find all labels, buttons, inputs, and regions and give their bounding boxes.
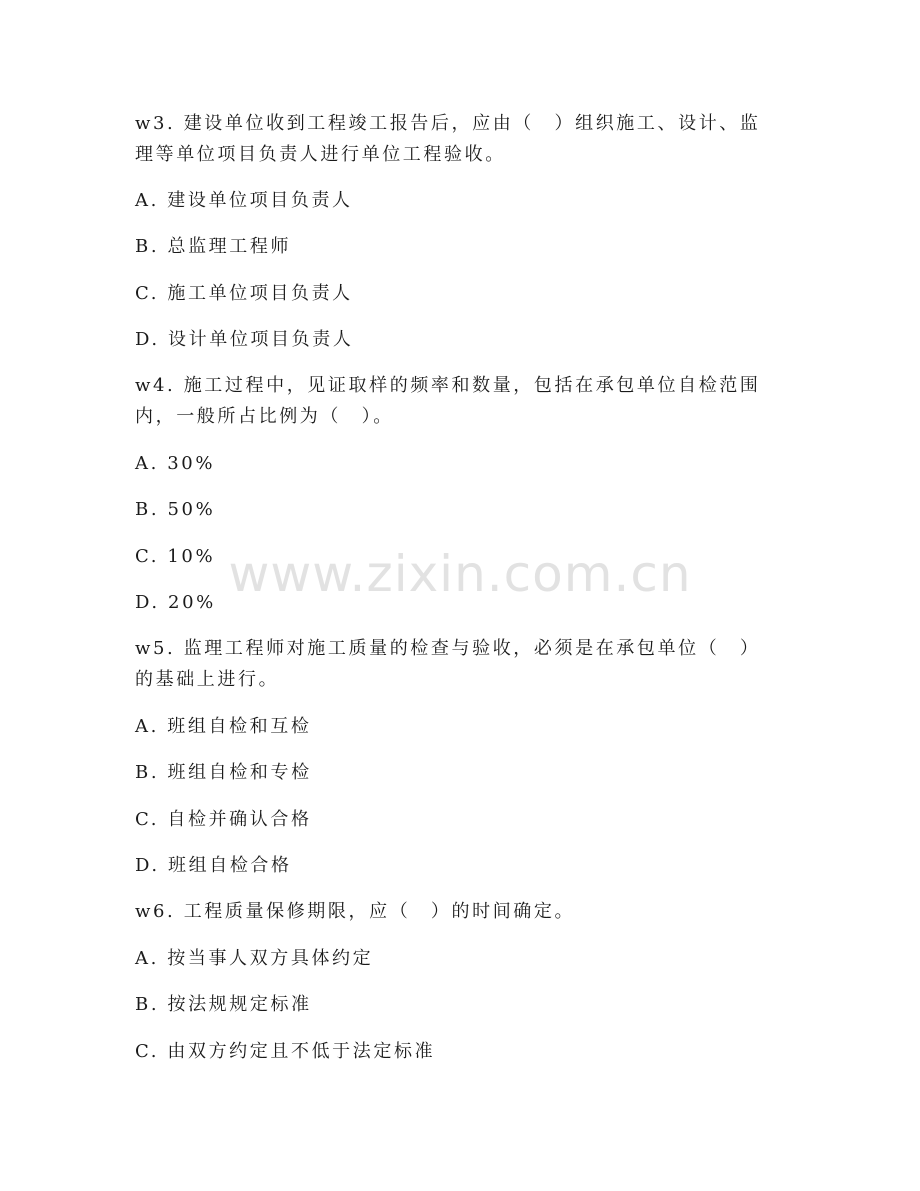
question-stem-line: w6. 工程质量保修期限，应（ ）的时间确定。 bbox=[135, 901, 576, 922]
question-stem-line: w4. 施工过程中，见证取样的频率和数量，包括在承包单位自检范围 bbox=[135, 375, 761, 396]
option-line: A. 建设单位项目负责人 bbox=[135, 190, 353, 211]
question-stem-line: 内，一般所占比例为（ ）。 bbox=[135, 406, 394, 427]
option-line: A. 按当事人双方具体约定 bbox=[135, 948, 374, 969]
watermark: www.zixin.com.cn bbox=[228, 545, 692, 603]
question-stem-line: 的基础上进行。 bbox=[135, 669, 280, 690]
option-line: B. 50% bbox=[135, 499, 216, 520]
option-line: A. 班组自检和互检 bbox=[135, 716, 312, 737]
question-stem-line: w3. 建设单位收到工程竣工报告后，应由（ ）组织施工、设计、监 bbox=[135, 113, 761, 134]
option-line: D. 设计单位项目负责人 bbox=[135, 329, 354, 350]
option-line: A. 30% bbox=[135, 453, 216, 474]
question-stem-line: w5. 监理工程师对施工质量的检查与验收，必须是在承包单位（ ） bbox=[135, 638, 761, 659]
option-line: C. 施工单位项目负责人 bbox=[135, 283, 353, 304]
option-line: B. 班组自检和专检 bbox=[135, 762, 312, 783]
option-line: B. 按法规规定标准 bbox=[135, 994, 312, 1015]
option-line: C. 10% bbox=[135, 546, 216, 567]
option-line: B. 总监理工程师 bbox=[135, 236, 292, 257]
option-line: D. 班组自检合格 bbox=[135, 855, 292, 876]
option-line: D. 20% bbox=[135, 592, 216, 613]
question-stem-line: 理等单位项目负责人进行单位工程验收。 bbox=[135, 144, 506, 165]
option-line: C. 由双方约定且不低于法定标准 bbox=[135, 1041, 436, 1062]
option-line: C. 自检并确认合格 bbox=[135, 809, 312, 830]
